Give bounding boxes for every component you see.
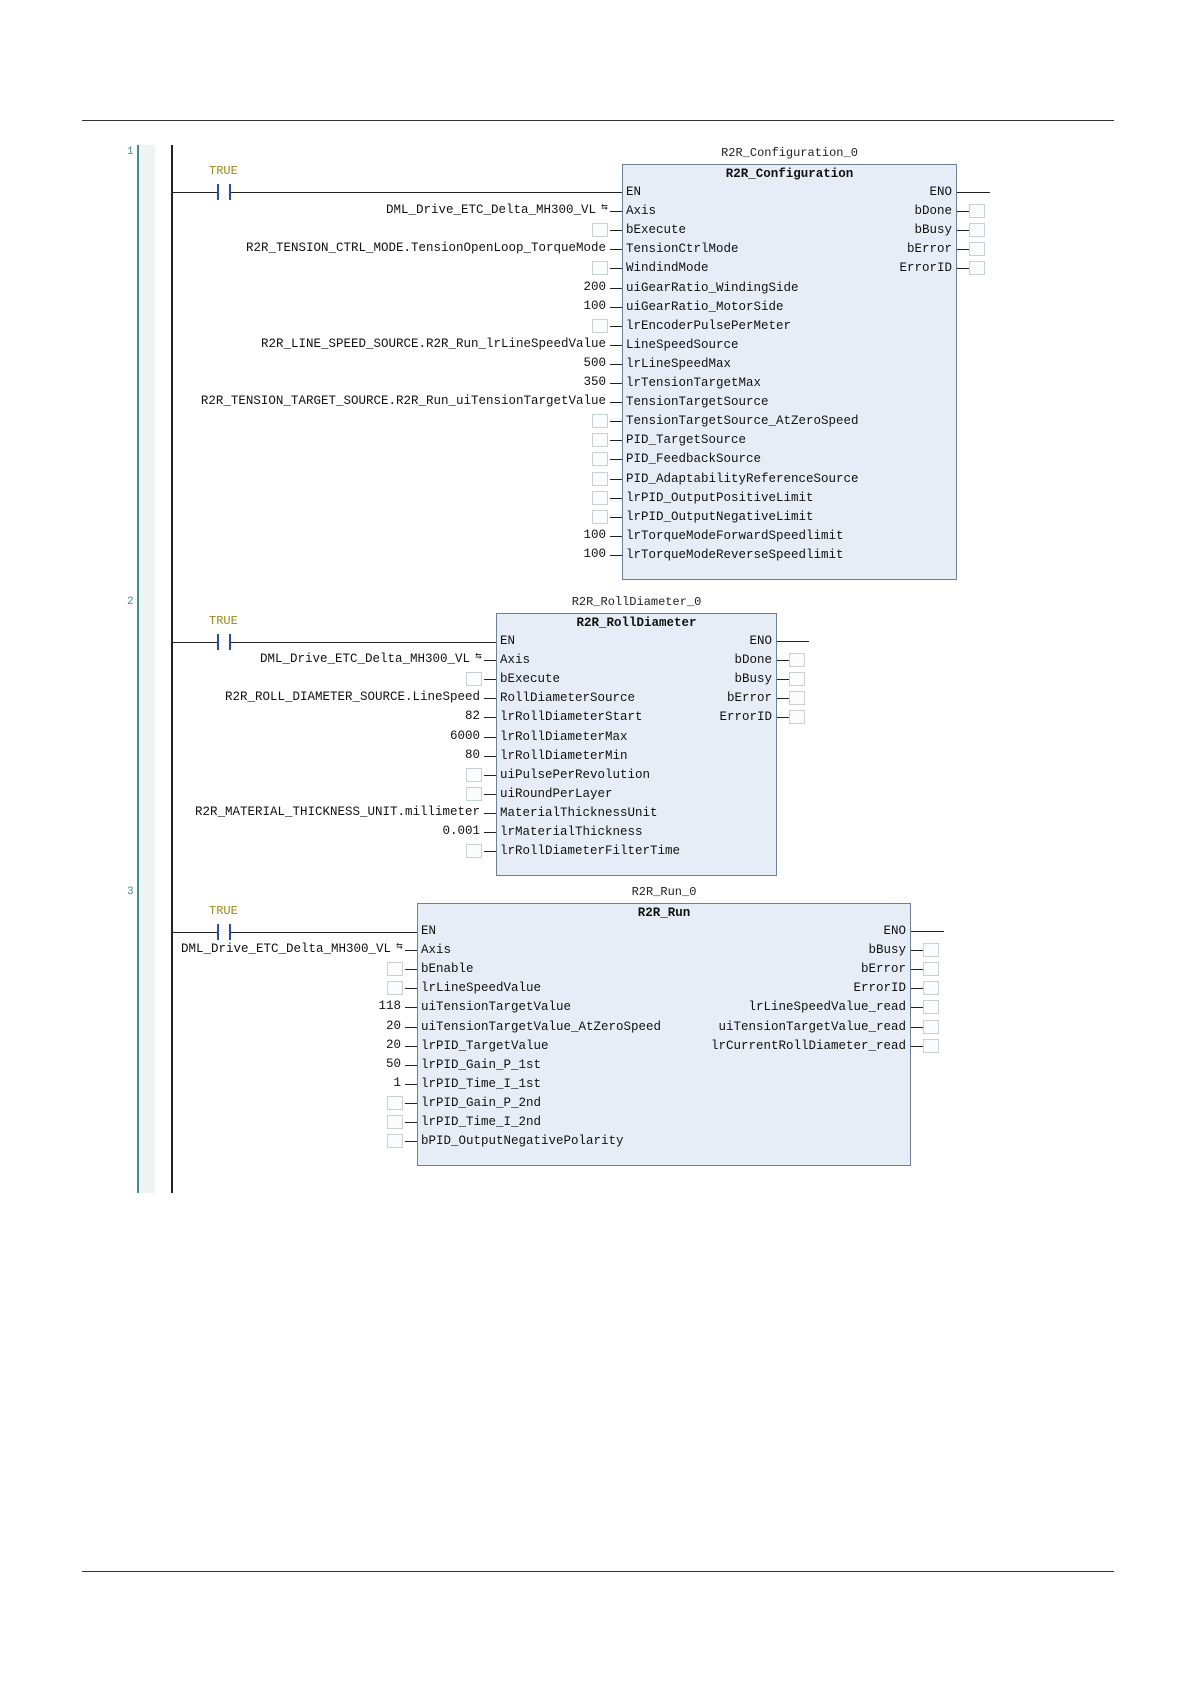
empty-output-field[interactable] (923, 1039, 939, 1053)
output-stub (911, 969, 923, 970)
input-stub (610, 459, 622, 460)
input-pin: lrMaterialThickness (500, 825, 643, 839)
output-pin: ErrorID (899, 261, 952, 276)
output-stub (777, 660, 789, 661)
empty-input-field[interactable] (387, 981, 403, 995)
empty-input-field[interactable] (592, 319, 608, 333)
block-type: R2R_RollDiameter (576, 616, 697, 630)
input-pin: uiTensionTargetValue_AtZeroSpeed (421, 1019, 662, 1034)
instance-name: R2R_RollDiameter_0 (571, 595, 702, 609)
input-stub (484, 813, 496, 814)
input-argument[interactable]: R2R_LINE_SPEED_SOURCE.R2R_Run_lrLineSpeedValue (260, 336, 606, 351)
output-pin: uiTensionTargetValue_read (718, 1019, 906, 1034)
left-power-rail (171, 145, 173, 1193)
empty-input-field[interactable] (592, 452, 608, 466)
output-pin: bBusy (914, 223, 952, 238)
input-pin: lrPID_Gain_P_1st (421, 1057, 542, 1072)
input-pin: uiGearRatio_WindingSide (626, 280, 799, 295)
function-block[interactable] (496, 613, 777, 876)
output-pin: bError (726, 691, 772, 706)
input-pin: lrLineSpeedMax (626, 356, 732, 371)
empty-input-field[interactable] (466, 844, 482, 858)
output-pin: bBusy (734, 672, 772, 687)
input-argument[interactable]: 118 (378, 999, 401, 1014)
empty-input-field[interactable] (592, 491, 608, 505)
contact-no[interactable] (217, 924, 231, 940)
output-pin: bError (906, 242, 952, 257)
gutter-line (137, 145, 139, 1193)
input-argument[interactable]: DML_Drive_ETC_Delta_MH300_VL (385, 203, 596, 218)
input-argument[interactable]: 350 (583, 375, 606, 389)
empty-output-field[interactable] (789, 691, 805, 705)
input-argument[interactable]: 20 (385, 1018, 401, 1033)
empty-input-field[interactable] (592, 223, 608, 237)
input-pin: lrLineSpeedValue (421, 981, 542, 996)
output-pin: ENO (929, 185, 952, 199)
input-stub (610, 364, 622, 365)
input-argument[interactable]: 100 (583, 298, 606, 313)
empty-input-field[interactable] (387, 1134, 403, 1148)
input-pin: lrPID_OutputNegativeLimit (626, 509, 814, 524)
input-pin: bEnable (421, 962, 474, 977)
input-pin: TensionCtrlMode (626, 242, 739, 257)
input-argument[interactable]: 1 (393, 1075, 401, 1090)
input-stub (405, 969, 417, 970)
rung-number: 2 (127, 596, 134, 608)
input-pin: lrRollDiameterFilterTime (500, 844, 681, 859)
input-pin: uiPulsePerRevolution (500, 767, 651, 782)
eno-wire (957, 192, 990, 193)
input-pin: LineSpeedSource (626, 337, 739, 352)
input-pin: uiTensionTargetValue (421, 1000, 572, 1015)
input-pin: lrTensionTargetMax (626, 376, 762, 390)
input-stub (610, 517, 622, 518)
input-stub (405, 1007, 417, 1008)
empty-input-field[interactable] (592, 510, 608, 524)
input-pin: lrRollDiameterMax (500, 729, 628, 744)
input-pin: lrPID_Time_I_2nd (421, 1115, 542, 1129)
contact-no[interactable] (217, 184, 231, 200)
input-stub (610, 326, 622, 327)
empty-output-field[interactable] (789, 672, 805, 686)
output-pin: ENO (749, 634, 772, 648)
instance-name: R2R_Run_0 (631, 885, 697, 899)
empty-input-field[interactable] (466, 787, 482, 801)
input-argument[interactable]: R2R_MATERIAL_THICKNESS_UNIT.millimeter (194, 804, 480, 819)
empty-input-field[interactable] (387, 1115, 403, 1129)
rung-wire-left (171, 932, 217, 933)
input-stub (405, 1122, 417, 1123)
output-stub (777, 698, 789, 699)
input-stub (610, 211, 622, 212)
input-stub (405, 1065, 417, 1066)
rung-wire-right (231, 642, 496, 643)
reference-arrow-icon: ⇆ (396, 941, 403, 954)
output-stub (957, 211, 969, 212)
input-stub (610, 230, 622, 231)
input-stub (484, 679, 496, 680)
input-stub (405, 1141, 417, 1142)
contact-label: TRUE (209, 614, 238, 628)
input-pin: bExecute (500, 672, 561, 687)
input-argument[interactable]: R2R_ROLL_DIAMETER_SOURCE.LineSpeed (224, 690, 480, 705)
input-stub (484, 660, 496, 661)
input-stub (484, 756, 496, 757)
input-argument[interactable]: 500 (583, 355, 606, 370)
empty-input-field[interactable] (387, 962, 403, 976)
input-stub (405, 1103, 417, 1104)
empty-input-field[interactable] (592, 433, 608, 447)
input-argument[interactable]: 82 (464, 709, 480, 724)
input-stub (610, 345, 622, 346)
input-pin: EN (500, 634, 516, 648)
input-argument[interactable]: 20 (385, 1037, 401, 1052)
input-argument[interactable]: 0.001 (442, 824, 480, 838)
output-stub (957, 268, 969, 269)
input-stub (610, 249, 622, 250)
header-rule (82, 120, 1114, 121)
input-pin: bPID_OutputNegativePolarity (421, 1134, 624, 1149)
input-argument[interactable]: 50 (385, 1056, 401, 1071)
input-argument[interactable]: 200 (583, 279, 606, 294)
input-stub (610, 288, 622, 289)
input-argument[interactable]: 100 (583, 546, 606, 561)
input-pin: lrRollDiameterStart (500, 710, 643, 725)
empty-output-field[interactable] (969, 204, 985, 218)
input-pin: lrTorqueModeReverseSpeedlimit (626, 547, 844, 562)
eno-wire (911, 931, 944, 932)
input-pin: lrRollDiameterMin (500, 748, 628, 763)
input-argument[interactable]: 100 (583, 527, 606, 542)
contact-label: TRUE (209, 164, 238, 178)
output-pin: bDone (734, 653, 772, 668)
input-pin: bExecute (626, 223, 687, 238)
output-pin: ErrorID (853, 981, 906, 996)
empty-output-field[interactable] (923, 943, 939, 957)
input-stub (610, 498, 622, 499)
empty-output-field[interactable] (789, 653, 805, 667)
empty-output-field[interactable] (789, 710, 805, 724)
empty-input-field[interactable] (592, 261, 608, 275)
input-stub (405, 1046, 417, 1047)
input-stub (610, 479, 622, 480)
rung-wire-right (231, 932, 417, 933)
output-pin: lrLineSpeedValue_read (748, 1000, 906, 1015)
input-stub (405, 1084, 417, 1085)
input-argument[interactable]: DML_Drive_ETC_Delta_MH300_VL (259, 652, 470, 667)
reference-arrow-icon: ⇆ (601, 202, 608, 215)
reference-arrow-icon: ⇆ (475, 651, 482, 664)
output-stub (911, 988, 923, 989)
input-pin: PID_FeedbackSource (626, 452, 762, 467)
input-pin: EN (421, 924, 437, 938)
output-stub (911, 950, 923, 951)
rung-wire-left (171, 642, 217, 643)
input-pin: WindindMode (626, 261, 709, 276)
input-pin: lrPID_Gain_P_2nd (421, 1095, 542, 1110)
input-stub (405, 988, 417, 989)
input-argument[interactable]: 80 (464, 747, 480, 762)
empty-output-field[interactable] (969, 261, 985, 275)
empty-input-field[interactable] (592, 414, 608, 428)
input-pin: lrTorqueModeForwardSpeedlimit (626, 528, 844, 543)
input-argument[interactable]: R2R_TENSION_TARGET_SOURCE.R2R_Run_uiTensionTargetValue (200, 394, 606, 409)
empty-output-field[interactable] (923, 1020, 939, 1034)
contact-no[interactable] (217, 634, 231, 650)
output-pin: bDone (914, 204, 952, 219)
empty-input-field[interactable] (466, 672, 482, 686)
input-pin: uiGearRatio_MotorSide (626, 299, 784, 314)
contact-label: TRUE (209, 904, 238, 918)
input-stub (484, 698, 496, 699)
input-stub (484, 851, 496, 852)
input-argument[interactable]: 6000 (449, 728, 480, 743)
block-type: R2R_Configuration (725, 167, 854, 181)
rung-number: 1 (127, 146, 134, 158)
input-pin: PID_TargetSource (626, 433, 747, 448)
input-stub (610, 268, 622, 269)
input-stub (484, 775, 496, 776)
output-pin: ENO (883, 924, 906, 938)
rung-number: 3 (127, 886, 134, 898)
input-pin: lrEncoderPulsePerMeter (626, 318, 792, 333)
output-stub (957, 230, 969, 231)
output-stub (777, 717, 789, 718)
input-argument[interactable]: DML_Drive_ETC_Delta_MH300_VL (180, 942, 391, 957)
input-pin: TensionTargetSource (626, 395, 769, 410)
block-type: R2R_Run (637, 906, 691, 920)
input-stub (405, 950, 417, 951)
empty-output-field[interactable] (969, 223, 985, 237)
empty-output-field[interactable] (923, 981, 939, 995)
input-pin: lrPID_Time_I_1st (421, 1076, 542, 1091)
input-pin: uiRoundPerLayer (500, 786, 613, 801)
input-stub (484, 794, 496, 795)
rung-gutter (137, 145, 155, 1193)
output-stub (911, 1027, 923, 1028)
output-pin: bBusy (868, 943, 906, 958)
input-stub (610, 383, 622, 384)
input-pin: lrPID_TargetValue (421, 1038, 549, 1053)
eno-wire (777, 641, 809, 642)
output-stub (911, 1046, 923, 1047)
input-pin: PID_AdaptabilityReferenceSource (626, 471, 859, 486)
empty-input-field[interactable] (387, 1096, 403, 1110)
function-block[interactable] (417, 903, 911, 1166)
input-stub (610, 555, 622, 556)
input-stub (484, 832, 496, 833)
output-pin: lrCurrentRollDiameter_read (710, 1038, 906, 1053)
rung-wire-right (231, 192, 622, 193)
input-argument[interactable]: R2R_TENSION_CTRL_MODE.TensionOpenLoop_TorqueMode (245, 241, 606, 256)
input-stub (610, 440, 622, 441)
input-pin: EN (626, 185, 642, 199)
input-pin: MaterialThicknessUnit (500, 805, 658, 820)
output-pin: bError (860, 962, 906, 977)
output-stub (911, 1007, 923, 1008)
input-pin: lrPID_OutputPositiveLimit (626, 490, 814, 505)
empty-input-field[interactable] (466, 768, 482, 782)
input-pin: Axis (500, 653, 531, 668)
input-stub (484, 717, 496, 718)
input-stub (610, 307, 622, 308)
empty-input-field[interactable] (592, 472, 608, 486)
empty-output-field[interactable] (923, 962, 939, 976)
function-block[interactable] (622, 164, 957, 580)
empty-output-field[interactable] (923, 1000, 939, 1014)
input-pin: Axis (626, 204, 657, 219)
empty-output-field[interactable] (969, 242, 985, 256)
input-pin: TensionTargetSource_AtZeroSpeed (626, 414, 859, 429)
input-stub (484, 737, 496, 738)
input-stub (610, 402, 622, 403)
instance-name: R2R_Configuration_0 (721, 146, 858, 160)
input-pin: Axis (421, 943, 452, 958)
rung-wire-left (171, 192, 217, 193)
input-stub (610, 421, 622, 422)
input-pin: RollDiameterSource (500, 691, 636, 706)
footer-rule (82, 1571, 1114, 1572)
output-stub (957, 249, 969, 250)
input-stub (405, 1027, 417, 1028)
input-stub (610, 536, 622, 537)
output-stub (777, 679, 789, 680)
output-pin: ErrorID (719, 710, 772, 725)
